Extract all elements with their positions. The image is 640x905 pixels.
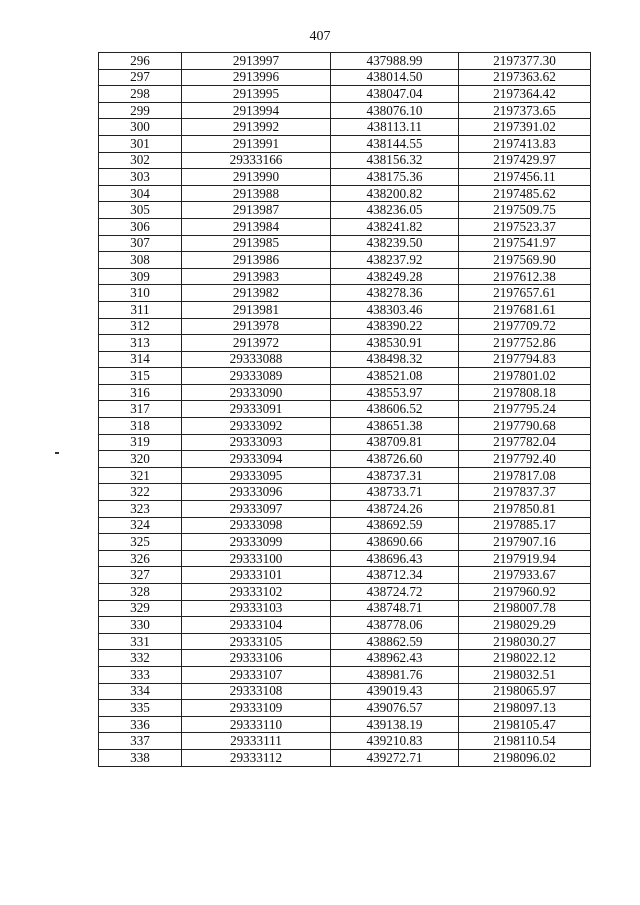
y-coordinate-cell: 2197808.18 [459, 384, 591, 401]
table-row [99, 135, 591, 152]
point-id-cell: 29333107 [182, 666, 331, 683]
stray-mark [55, 452, 59, 454]
x-coordinate-cell: 438144.55 [331, 135, 459, 152]
y-coordinate-cell: 2197850.81 [459, 501, 591, 518]
row-number-cell: 332 [99, 650, 182, 667]
x-coordinate-cell: 438709.81 [331, 434, 459, 451]
table-row [99, 484, 591, 501]
point-id-cell: 29333112 [182, 749, 331, 766]
table-row [99, 733, 591, 750]
y-coordinate-cell: 2198105.47 [459, 716, 591, 733]
point-id-cell: 2913988 [182, 185, 331, 202]
row-number-cell: 307 [99, 235, 182, 252]
row-number-cell: 324 [99, 517, 182, 534]
row-number-cell: 299 [99, 102, 182, 119]
table-row [99, 600, 591, 617]
point-id-cell: 2913992 [182, 119, 331, 136]
x-coordinate-cell: 438696.43 [331, 550, 459, 567]
row-number-cell: 304 [99, 185, 182, 202]
y-coordinate-cell: 2197801.02 [459, 368, 591, 385]
row-number-cell: 326 [99, 550, 182, 567]
x-coordinate-cell: 438962.43 [331, 650, 459, 667]
point-id-cell: 2913991 [182, 135, 331, 152]
row-number-cell: 334 [99, 683, 182, 700]
x-coordinate-cell: 439138.19 [331, 716, 459, 733]
x-coordinate-cell: 438047.04 [331, 86, 459, 103]
point-id-cell: 29333088 [182, 351, 331, 368]
table-row [99, 285, 591, 302]
y-coordinate-cell: 2197709.72 [459, 318, 591, 335]
x-coordinate-cell: 438748.71 [331, 600, 459, 617]
row-number-cell: 330 [99, 617, 182, 634]
row-number-cell: 335 [99, 700, 182, 717]
y-coordinate-cell: 2198110.54 [459, 733, 591, 750]
x-coordinate-cell: 439210.83 [331, 733, 459, 750]
y-coordinate-cell: 2197885.17 [459, 517, 591, 534]
point-id-cell: 29333110 [182, 716, 331, 733]
x-coordinate-cell: 438521.08 [331, 368, 459, 385]
point-id-cell: 2913983 [182, 268, 331, 285]
point-id-cell: 29333103 [182, 600, 331, 617]
y-coordinate-cell: 2197907.16 [459, 534, 591, 551]
x-coordinate-cell: 438200.82 [331, 185, 459, 202]
table-row [99, 567, 591, 584]
x-coordinate-cell: 438239.50 [331, 235, 459, 252]
y-coordinate-cell: 2197790.68 [459, 418, 591, 435]
y-coordinate-cell: 2198097.13 [459, 700, 591, 717]
y-coordinate-cell: 2197509.75 [459, 202, 591, 219]
table-row [99, 69, 591, 86]
row-number-cell: 329 [99, 600, 182, 617]
point-id-cell: 29333099 [182, 534, 331, 551]
point-id-cell: 2913986 [182, 252, 331, 269]
x-coordinate-cell: 438724.72 [331, 584, 459, 601]
x-coordinate-cell: 438726.60 [331, 451, 459, 468]
row-number-cell: 333 [99, 666, 182, 683]
x-coordinate-cell: 437988.99 [331, 53, 459, 70]
table-row [99, 235, 591, 252]
point-id-cell: 29333097 [182, 501, 331, 518]
x-coordinate-cell: 438498.32 [331, 351, 459, 368]
row-number-cell: 322 [99, 484, 182, 501]
table-row [99, 301, 591, 318]
x-coordinate-cell: 438249.28 [331, 268, 459, 285]
y-coordinate-cell: 2197377.30 [459, 53, 591, 70]
point-id-cell: 2913994 [182, 102, 331, 119]
table-row [99, 202, 591, 219]
x-coordinate-cell: 438737.31 [331, 467, 459, 484]
y-coordinate-cell: 2197413.83 [459, 135, 591, 152]
table-row [99, 451, 591, 468]
point-id-cell: 29333108 [182, 683, 331, 700]
table-row [99, 683, 591, 700]
row-number-cell: 331 [99, 633, 182, 650]
y-coordinate-cell: 2197523.37 [459, 218, 591, 235]
point-id-cell: 29333089 [182, 368, 331, 385]
point-id-cell: 29333109 [182, 700, 331, 717]
x-coordinate-cell: 438651.38 [331, 418, 459, 435]
y-coordinate-cell: 2197752.86 [459, 335, 591, 352]
table-row [99, 401, 591, 418]
y-coordinate-cell: 2198029.29 [459, 617, 591, 634]
y-coordinate-cell: 2197657.61 [459, 285, 591, 302]
table-row [99, 368, 591, 385]
x-coordinate-cell: 438606.52 [331, 401, 459, 418]
y-coordinate-cell: 2197933.67 [459, 567, 591, 584]
row-number-cell: 319 [99, 434, 182, 451]
x-coordinate-cell: 438241.82 [331, 218, 459, 235]
x-coordinate-cell: 438236.05 [331, 202, 459, 219]
table-row [99, 650, 591, 667]
row-number-cell: 314 [99, 351, 182, 368]
row-number-cell: 310 [99, 285, 182, 302]
table-row [99, 550, 591, 567]
y-coordinate-cell: 2197485.62 [459, 185, 591, 202]
table-row [99, 749, 591, 766]
point-id-cell: 29333106 [182, 650, 331, 667]
y-coordinate-cell: 2197794.83 [459, 351, 591, 368]
table-row [99, 418, 591, 435]
row-number-cell: 303 [99, 169, 182, 186]
row-number-cell: 328 [99, 584, 182, 601]
point-id-cell: 29333092 [182, 418, 331, 435]
row-number-cell: 306 [99, 218, 182, 235]
row-number-cell: 317 [99, 401, 182, 418]
x-coordinate-cell: 438553.97 [331, 384, 459, 401]
row-number-cell: 320 [99, 451, 182, 468]
y-coordinate-cell: 2197612.38 [459, 268, 591, 285]
y-coordinate-cell: 2197960.92 [459, 584, 591, 601]
point-id-cell: 2913985 [182, 235, 331, 252]
point-id-cell: 2913997 [182, 53, 331, 70]
y-coordinate-cell: 2197681.61 [459, 301, 591, 318]
x-coordinate-cell: 438175.36 [331, 169, 459, 186]
y-coordinate-cell: 2197795.24 [459, 401, 591, 418]
row-number-cell: 336 [99, 716, 182, 733]
x-coordinate-cell: 438014.50 [331, 69, 459, 86]
point-id-cell: 2913981 [182, 301, 331, 318]
table-row [99, 584, 591, 601]
point-id-cell: 29333105 [182, 633, 331, 650]
coordinates-table-body [99, 53, 591, 767]
table-row [99, 517, 591, 534]
table-row [99, 534, 591, 551]
table-row [99, 53, 591, 70]
table-row [99, 467, 591, 484]
row-number-cell: 305 [99, 202, 182, 219]
coordinates-table [98, 52, 591, 767]
table-row [99, 384, 591, 401]
point-id-cell: 29333104 [182, 617, 331, 634]
y-coordinate-cell: 2197792.40 [459, 451, 591, 468]
table-row [99, 169, 591, 186]
row-number-cell: 301 [99, 135, 182, 152]
y-coordinate-cell: 2198096.02 [459, 749, 591, 766]
table-row [99, 716, 591, 733]
row-number-cell: 318 [99, 418, 182, 435]
point-id-cell: 29333111 [182, 733, 331, 750]
y-coordinate-cell: 2197456.11 [459, 169, 591, 186]
x-coordinate-cell: 438113.11 [331, 119, 459, 136]
x-coordinate-cell: 438237.92 [331, 252, 459, 269]
point-id-cell: 29333166 [182, 152, 331, 169]
row-number-cell: 296 [99, 53, 182, 70]
y-coordinate-cell: 2197363.62 [459, 69, 591, 86]
row-number-cell: 323 [99, 501, 182, 518]
table-row [99, 318, 591, 335]
row-number-cell: 338 [99, 749, 182, 766]
table-row [99, 218, 591, 235]
row-number-cell: 313 [99, 335, 182, 352]
row-number-cell: 337 [99, 733, 182, 750]
table-row [99, 119, 591, 136]
x-coordinate-cell: 438712.34 [331, 567, 459, 584]
y-coordinate-cell: 2197364.42 [459, 86, 591, 103]
point-id-cell: 2913987 [182, 202, 331, 219]
row-number-cell: 327 [99, 567, 182, 584]
point-id-cell: 29333090 [182, 384, 331, 401]
x-coordinate-cell: 438530.91 [331, 335, 459, 352]
x-coordinate-cell: 438390.22 [331, 318, 459, 335]
y-coordinate-cell: 2198030.27 [459, 633, 591, 650]
point-id-cell: 29333094 [182, 451, 331, 468]
table-row [99, 351, 591, 368]
x-coordinate-cell: 438733.71 [331, 484, 459, 501]
point-id-cell: 2913984 [182, 218, 331, 235]
y-coordinate-cell: 2197391.02 [459, 119, 591, 136]
x-coordinate-cell: 438156.32 [331, 152, 459, 169]
point-id-cell: 29333093 [182, 434, 331, 451]
row-number-cell: 311 [99, 301, 182, 318]
table-row [99, 617, 591, 634]
x-coordinate-cell: 438724.26 [331, 501, 459, 518]
page-number: 407 [309, 29, 331, 44]
y-coordinate-cell: 2197373.65 [459, 102, 591, 119]
point-id-cell: 29333100 [182, 550, 331, 567]
y-coordinate-cell: 2198007.78 [459, 600, 591, 617]
x-coordinate-cell: 438690.66 [331, 534, 459, 551]
row-number-cell: 309 [99, 268, 182, 285]
point-id-cell: 2913990 [182, 169, 331, 186]
x-coordinate-cell: 438778.06 [331, 617, 459, 634]
point-id-cell: 29333101 [182, 567, 331, 584]
x-coordinate-cell: 439272.71 [331, 749, 459, 766]
table-row [99, 633, 591, 650]
row-number-cell: 308 [99, 252, 182, 269]
table-row [99, 102, 591, 119]
y-coordinate-cell: 2197541.97 [459, 235, 591, 252]
row-number-cell: 316 [99, 384, 182, 401]
point-id-cell: 29333096 [182, 484, 331, 501]
x-coordinate-cell: 438862.59 [331, 633, 459, 650]
point-id-cell: 2913996 [182, 69, 331, 86]
point-id-cell: 29333102 [182, 584, 331, 601]
x-coordinate-cell: 438076.10 [331, 102, 459, 119]
row-number-cell: 321 [99, 467, 182, 484]
table-row [99, 434, 591, 451]
row-number-cell: 300 [99, 119, 182, 136]
x-coordinate-cell: 439076.57 [331, 700, 459, 717]
row-number-cell: 315 [99, 368, 182, 385]
y-coordinate-cell: 2198032.51 [459, 666, 591, 683]
table-row [99, 268, 591, 285]
y-coordinate-cell: 2197817.08 [459, 467, 591, 484]
y-coordinate-cell: 2197837.37 [459, 484, 591, 501]
y-coordinate-cell: 2198065.97 [459, 683, 591, 700]
row-number-cell: 325 [99, 534, 182, 551]
y-coordinate-cell: 2197782.04 [459, 434, 591, 451]
table-row [99, 335, 591, 352]
row-number-cell: 312 [99, 318, 182, 335]
row-number-cell: 302 [99, 152, 182, 169]
table-row [99, 86, 591, 103]
table-row [99, 666, 591, 683]
table-row [99, 700, 591, 717]
y-coordinate-cell: 2197429.97 [459, 152, 591, 169]
y-coordinate-cell: 2197919.94 [459, 550, 591, 567]
table-row [99, 501, 591, 518]
point-id-cell: 29333095 [182, 467, 331, 484]
point-id-cell: 2913995 [182, 86, 331, 103]
point-id-cell: 29333098 [182, 517, 331, 534]
y-coordinate-cell: 2198022.12 [459, 650, 591, 667]
x-coordinate-cell: 439019.43 [331, 683, 459, 700]
point-id-cell: 2913978 [182, 318, 331, 335]
point-id-cell: 29333091 [182, 401, 331, 418]
row-number-cell: 298 [99, 86, 182, 103]
table-row [99, 252, 591, 269]
point-id-cell: 2913982 [182, 285, 331, 302]
x-coordinate-cell: 438303.46 [331, 301, 459, 318]
row-number-cell: 297 [99, 69, 182, 86]
table-row [99, 152, 591, 169]
table-row [99, 185, 591, 202]
point-id-cell: 2913972 [182, 335, 331, 352]
x-coordinate-cell: 438692.59 [331, 517, 459, 534]
y-coordinate-cell: 2197569.90 [459, 252, 591, 269]
x-coordinate-cell: 438981.76 [331, 666, 459, 683]
x-coordinate-cell: 438278.36 [331, 285, 459, 302]
